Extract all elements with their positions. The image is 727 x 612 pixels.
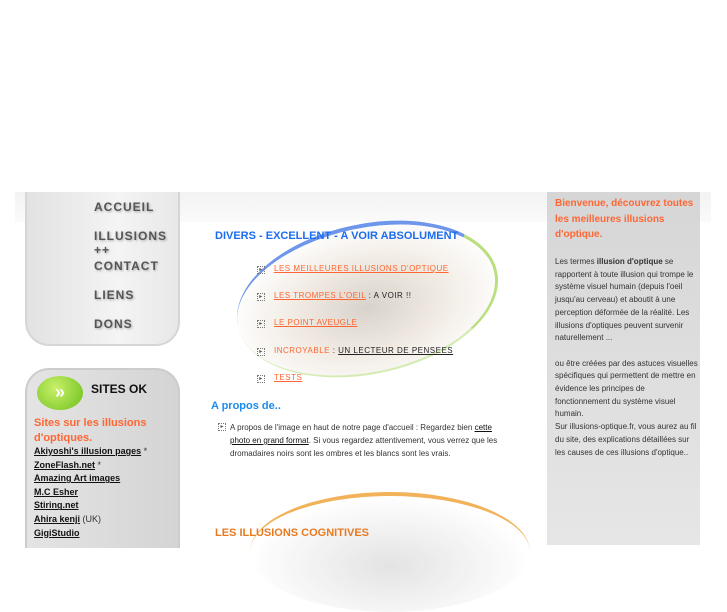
feature-item [257,318,453,345]
bullet-icon: ▸ [257,293,265,301]
sites-ok-box [25,368,180,548]
menu-contact[interactable]: CONTACT [94,259,159,273]
feature-label: INCROYABLE [274,345,330,355]
welcome-text [555,256,700,459]
about-heading: A propos de.. [211,400,281,412]
feature-item [257,346,453,373]
large-photo-link[interactable]: cette photo en grand format [230,423,492,445]
feature-link[interactable]: TESTS [274,372,303,382]
text: Sur illusions-optique.fr, vous aurez au fil du site, des explications détaillées sur les causes de ces illusions d'optique.. [555,422,697,457]
site-item [34,500,147,514]
feature-links [257,264,453,400]
about-text-1: A propos de l'image en haut de notre page d'accueil : Regardez bien [230,423,475,432]
menu-liens[interactable]: LIENS [94,288,135,302]
eye-background-image-2 [250,492,530,612]
feature-link[interactable]: LES MEILLEURES ILLUSIONS D'OPTIQUE [274,264,449,273]
site-link[interactable]: M.C Esher [34,486,79,497]
site-suffix: (UK) [80,513,102,524]
bullet-icon: ▸ [257,348,265,356]
bullet-icon: ▸ [257,266,265,274]
bullet-icon: ▸ [218,423,226,431]
mind-reader-link[interactable]: UN LECTEUR DE PENSEES [338,345,454,355]
site-item [34,528,147,542]
site-link[interactable]: GigiStudio [34,527,80,538]
site-link[interactable]: Stiring.net [34,500,79,511]
site-item [34,487,147,501]
main-content [210,222,545,545]
menu-dons[interactable]: DONS [94,317,133,331]
site-link[interactable]: Ahira kenji [34,513,81,524]
sites-title: SITES OK [91,382,148,396]
arrows-logo-icon: » [37,376,83,410]
feature-link[interactable]: LE POINT AVEUGLE [274,318,358,328]
menu-accueil[interactable]: ACCUEIL [94,200,155,214]
site-suffix: * [141,446,148,456]
text: Les termes [555,257,597,266]
text: ou être créées par des astuces visuelles spécifiques qui permettent de mettre en évidence les principes de fonctionnement du système visuel humain. [555,358,698,419]
sites-subtitle: Sites sur les illusions d'optiques. [34,417,147,444]
site-item [34,473,147,487]
section-heading: DIVERS - EXCELLENT - A VOIR ABSOLUMENT [215,230,459,242]
site-suffix: * [95,459,102,470]
site-link[interactable]: ZoneFlash.net [34,459,96,470]
feature-item [257,291,453,318]
main-menu [25,192,180,346]
about-text [218,421,508,460]
site-item [34,460,147,474]
site-item [34,446,147,460]
feature-item [257,373,453,400]
text: se rapportent à toute illusion qui trompe le système visuel humain (depuis l'oeil jusqu'au cerveau) et aboutit à une perception déformée de la réalité. Les illusions d'optiques peuvent survenir naturellement ... [555,257,694,343]
feature-link[interactable]: LES TROMPES L'OEIL [274,291,366,301]
feature-item [257,264,453,291]
about-text-2: . Si vous regardez attentivement, vous verrez que les dromadaires noirs sont les ombres et les blancs sont les vrais. [230,436,498,458]
menu-illusions[interactable]: ILLUSIONS ++ [94,229,168,257]
site-link[interactable]: Amazing Art images [34,473,121,484]
bullet-icon: ▸ [257,320,265,328]
feature-note: : A VOIR !! [365,291,412,301]
welcome-sidebar [547,192,700,545]
welcome-title: Bienvenue, découvrez toutes les meilleures illusions d'optique. [555,198,694,240]
text-bold: illusion d'optique [596,257,663,266]
site-item [34,514,147,528]
site-link[interactable]: Akiyoshi's illusion pages [34,446,142,456]
bullet-icon: ▸ [257,375,265,383]
cognitive-heading: LES ILLUSIONS COGNITIVES [215,527,370,539]
feature-sep: : [329,345,339,355]
